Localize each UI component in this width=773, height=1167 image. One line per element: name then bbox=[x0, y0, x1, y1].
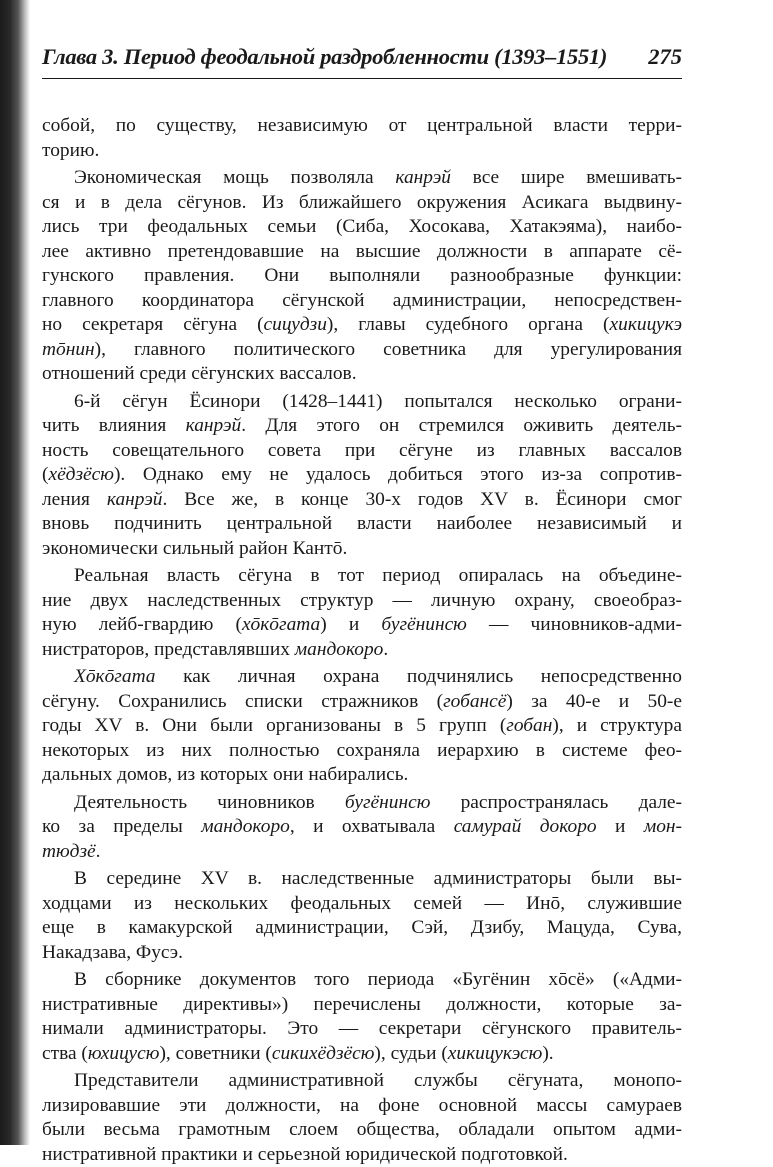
text-run: Накадзава, Фусэ. bbox=[42, 942, 183, 963]
text-run: лее активно претендовавшие на высшие должности в аппарате сё- bbox=[42, 241, 682, 262]
text-run: ), главного политического советника для урегулирования bbox=[95, 339, 682, 360]
text-line bbox=[42, 1069, 682, 1094]
italic-term: хōкōгата bbox=[242, 614, 320, 635]
text-line bbox=[42, 289, 682, 314]
text-run: ко за пределы bbox=[42, 816, 201, 837]
text-run: некоторых из них полностью сохраняла иерархию в системе фео- bbox=[42, 740, 682, 761]
text-line bbox=[42, 139, 682, 164]
text-run: 6-й сёгун Ёсинори (1428–1441) попытался несколько ограни- bbox=[74, 391, 682, 412]
text-line bbox=[42, 114, 682, 139]
italic-term: канрэй bbox=[395, 167, 451, 188]
text-run: ). bbox=[542, 1043, 553, 1064]
text-line bbox=[42, 690, 682, 715]
text-run: отношений среди сёгунских вассалов. bbox=[42, 363, 357, 384]
page-number: 275 bbox=[648, 44, 682, 70]
text-line bbox=[42, 739, 682, 764]
text-run: В середине XV в. наследственные администраторы были вы- bbox=[74, 868, 682, 889]
text-line bbox=[42, 564, 682, 589]
text-run: ходцами из нескольких феодальных семей — Инō, служившие bbox=[42, 893, 682, 914]
text-run: как личная охрана подчинялись непосредственно bbox=[156, 666, 682, 687]
italic-term: мандокоро bbox=[295, 639, 384, 660]
text-line bbox=[42, 463, 682, 488]
text-line bbox=[42, 1042, 682, 1067]
text-run: Деятельность чиновников bbox=[74, 792, 345, 813]
text-line bbox=[42, 1143, 682, 1167]
text-run: ность совещательного совета при сёгуне из главных вассалов bbox=[42, 440, 682, 461]
text-run: ( bbox=[42, 464, 48, 485]
text-run: нистраторов, представлявших bbox=[42, 639, 295, 660]
text-run: — чиновников-адми- bbox=[467, 614, 682, 635]
text-line bbox=[42, 1118, 682, 1143]
text-run: ) и bbox=[320, 614, 381, 635]
text-run: чить влияния bbox=[42, 415, 186, 436]
text-line bbox=[42, 414, 682, 439]
italic-term: гобансё bbox=[443, 691, 506, 712]
text-line bbox=[42, 390, 682, 415]
text-run: лизировавшие эти должности, на фоне основной массы самураев bbox=[42, 1095, 682, 1116]
chapter-title: Глава 3. Период феодальной раздробленности (1393–1551) bbox=[42, 44, 607, 70]
paragraph bbox=[42, 564, 682, 662]
text-run: торию. bbox=[42, 140, 99, 161]
text-run: ную лейб-гвардию ( bbox=[42, 614, 242, 635]
text-run: экономически сильный район Кантō. bbox=[42, 538, 347, 559]
text-run: Представители административной службы сёгуната, монопо- bbox=[74, 1070, 682, 1091]
text-run: ства ( bbox=[42, 1043, 88, 1064]
header-rule bbox=[42, 78, 682, 79]
body-text bbox=[42, 114, 682, 1167]
text-run: . Для этого он стремился оживить деятель- bbox=[241, 415, 682, 436]
text-line bbox=[42, 1094, 682, 1119]
text-run: дальных домов, из которых они набирались. bbox=[42, 764, 408, 785]
text-run: ), судьи ( bbox=[374, 1043, 447, 1064]
text-line bbox=[42, 512, 682, 537]
text-run: ) за 40-е и 50-е bbox=[506, 691, 682, 712]
paragraph bbox=[42, 166, 682, 387]
text-run: нистративной практики и серьезной юридической подготовкой. bbox=[42, 1144, 568, 1165]
italic-term: тюдзё bbox=[42, 841, 96, 862]
paragraph bbox=[42, 114, 682, 163]
text-run: ). Однако ему не удалось добиться этого из-за сопротив- bbox=[114, 464, 682, 485]
text-run: все шире вмешивать- bbox=[451, 167, 682, 188]
text-run: . bbox=[383, 639, 388, 660]
text-line bbox=[42, 638, 682, 663]
text-run: распространялась дале- bbox=[430, 792, 682, 813]
italic-term: сикихёдзёсю bbox=[272, 1043, 375, 1064]
text-run: собой, по существу, независимую от центральной власти терри- bbox=[42, 115, 682, 136]
paragraph bbox=[42, 390, 682, 562]
text-run: Экономическая мощь позволяла bbox=[74, 167, 395, 188]
text-run: и bbox=[597, 816, 644, 837]
text-line bbox=[42, 892, 682, 917]
text-run: ), главы судебного органа ( bbox=[327, 314, 610, 335]
text-line bbox=[42, 613, 682, 638]
text-run: нимали администраторы. Это — секретари сёгунского правитель- bbox=[42, 1018, 682, 1039]
text-line bbox=[42, 714, 682, 739]
italic-term: хикицукэ bbox=[610, 314, 682, 335]
text-line bbox=[42, 968, 682, 993]
text-line bbox=[42, 191, 682, 216]
text-line bbox=[42, 313, 682, 338]
text-run: В сборнике документов того периода «Бугёнин хōсё» («Адми- bbox=[74, 969, 682, 990]
text-line bbox=[42, 240, 682, 265]
text-line bbox=[42, 439, 682, 464]
italic-term: бугёнинсю bbox=[345, 792, 431, 813]
text-line bbox=[42, 362, 682, 387]
paragraph bbox=[42, 968, 682, 1066]
text-run: . bbox=[96, 841, 101, 862]
text-run: главного координатора сёгунской администрации, непосредствен- bbox=[42, 290, 682, 311]
text-line bbox=[42, 215, 682, 240]
italic-term: гобан bbox=[506, 715, 552, 736]
text-run: еще в камакурской администрации, Сэй, Дзибу, Мацуда, Сува, bbox=[42, 917, 682, 938]
text-run: . Все же, в конце 30-х годов XV в. Ёсинори смог bbox=[162, 489, 682, 510]
text-line bbox=[42, 338, 682, 363]
text-run: ), и структура bbox=[552, 715, 682, 736]
text-line bbox=[42, 867, 682, 892]
italic-term: тōнин bbox=[42, 339, 95, 360]
paragraph bbox=[42, 1069, 682, 1167]
italic-term: самурай докоро bbox=[454, 816, 597, 837]
text-run: годы XV в. Они были организованы в 5 групп ( bbox=[42, 715, 506, 736]
text-run: вновь подчинить центральной власти наиболее независимый и bbox=[42, 513, 682, 534]
text-run: гунского правления. Они выполняли разнообразные функции: bbox=[42, 265, 682, 286]
text-line bbox=[42, 840, 682, 865]
running-header bbox=[42, 44, 682, 74]
italic-term: Хōкōгата bbox=[74, 666, 156, 687]
italic-term: канрэй bbox=[186, 415, 242, 436]
italic-term: мандокоро bbox=[201, 816, 290, 837]
italic-term: хикицукэсю bbox=[448, 1043, 543, 1064]
text-run: нистративные директивы») перечислены должности, которые за- bbox=[42, 994, 682, 1015]
paragraph bbox=[42, 665, 682, 788]
text-run: но секретаря сёгуна ( bbox=[42, 314, 264, 335]
text-line bbox=[42, 763, 682, 788]
text-line bbox=[42, 537, 682, 562]
italic-term: мон- bbox=[644, 816, 682, 837]
paragraph bbox=[42, 791, 682, 865]
text-run: , и охватывала bbox=[290, 816, 454, 837]
text-run: были весьма грамотным слоем общества, обладали опытом адми- bbox=[42, 1119, 682, 1140]
text-line bbox=[42, 665, 682, 690]
text-run: ся и в дела сёгунов. Из ближайшего окружения Асикага выдвину- bbox=[42, 192, 682, 213]
text-line bbox=[42, 166, 682, 191]
italic-term: сицудзи bbox=[264, 314, 327, 335]
text-line bbox=[42, 815, 682, 840]
page-binding-shadow bbox=[0, 0, 30, 1145]
text-run: ления bbox=[42, 489, 107, 510]
text-line bbox=[42, 488, 682, 513]
text-line bbox=[42, 941, 682, 966]
italic-term: юхицусю bbox=[88, 1043, 160, 1064]
text-line bbox=[42, 993, 682, 1018]
italic-term: хёдзёсю bbox=[48, 464, 113, 485]
text-line bbox=[42, 1017, 682, 1042]
text-run: Реальная власть сёгуна в тот период опиралась на объедине- bbox=[74, 565, 682, 586]
text-line bbox=[42, 589, 682, 614]
text-run: ние двух наследственных структур — личную охрану, своеобраз- bbox=[42, 590, 682, 611]
text-run: лись три феодальных семьи (Сиба, Хосокава, Хатакэяма), наибо- bbox=[42, 216, 682, 237]
text-line bbox=[42, 916, 682, 941]
text-line bbox=[42, 264, 682, 289]
text-line bbox=[42, 791, 682, 816]
paragraph bbox=[42, 867, 682, 965]
italic-term: бугёнинсю bbox=[381, 614, 467, 635]
text-run: ), советники ( bbox=[159, 1043, 271, 1064]
italic-term: канрэй bbox=[107, 489, 163, 510]
text-run: сёгуну. Сохранились списки стражников ( bbox=[42, 691, 443, 712]
